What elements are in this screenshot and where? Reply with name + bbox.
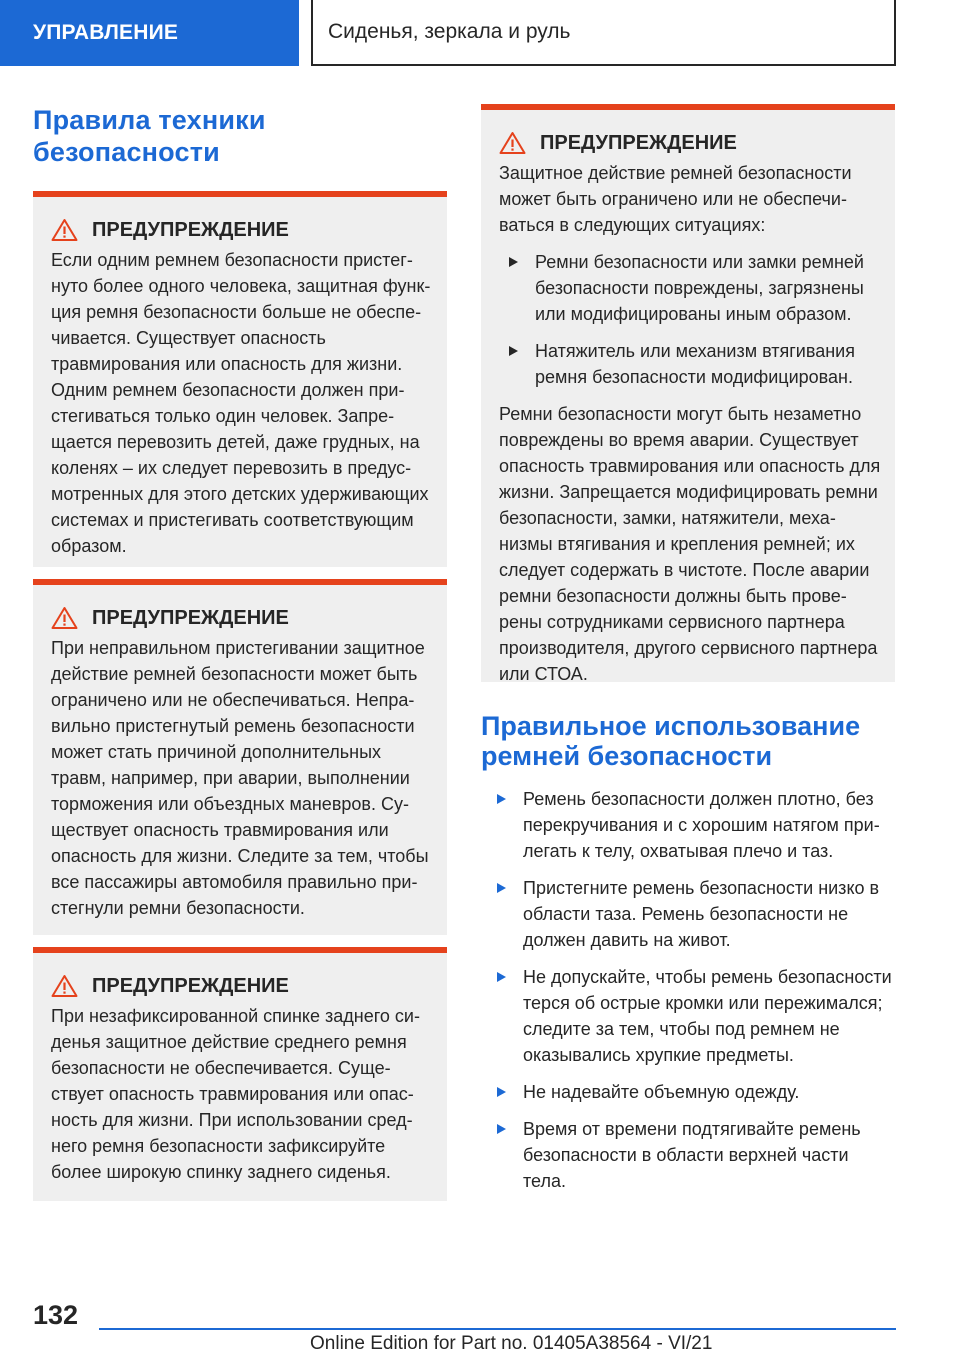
list-item-text: Натяжитель или механизм втягивания ремня безопасности модифицирован. [535, 341, 855, 387]
warning-label: ПРЕДУПРЕЖДЕНИЕ [92, 219, 289, 241]
section-title-safety: Правила техники безопасности [33, 105, 266, 167]
list-item-text: Ремень безопасности должен плотно, без перекручивания и с хорошим натягом прилегать к телу, охватывая плечо и таз. [523, 789, 880, 861]
list-item [481, 964, 895, 1068]
list-item-text: Не допускайте, чтобы ремень безопасности терся об острые кромки или пережимался; следите за тем, чтобы под ремнем не оказывались хрупкие предметы. [523, 967, 892, 1065]
warning-triangle-icon [51, 974, 78, 998]
list-item [481, 786, 895, 864]
warning-label: ПРЕДУПРЕЖДЕНИЕ [92, 607, 289, 629]
list-item [493, 338, 881, 390]
triangle-right-icon [497, 1087, 506, 1097]
list-item-text: Пристегните ремень безопасности низко в области таза. Ремень безопасности не должен давить на живот. [523, 878, 880, 950]
triangle-right-icon [509, 346, 518, 356]
warning-outro: Ремни безопасности могут быть незаметно повреждены во время аварии. Существует опасность травмирования или опасность для жизни. Запрещается модифицировать ремни безопасности, замки, натяжители, механизмы втягивания и крепления ремней; их следует содержать в чистоте. После аварии ремни безопасности должны быть проверены сотрудниками сервисного партнера производителя, другого сервисного партнера или СТОА. [499, 404, 881, 684]
warning-box-2 [33, 579, 447, 935]
warning-label: ПРЕДУПРЕЖДЕНИЕ [540, 132, 737, 154]
warning-box-3 [33, 947, 447, 1201]
left-column [33, 104, 447, 1201]
triangle-right-icon [497, 1124, 506, 1134]
warning-triangle-icon [499, 131, 526, 155]
page-number: 132 [33, 1300, 79, 1330]
warning-header [51, 217, 433, 243]
list-item-text: Ремни безопасности или замки ремней безопасности повреждены, загрязнены или модифицированы иным образом. [535, 252, 864, 324]
triangle-right-icon [497, 794, 506, 804]
usage-list [481, 786, 895, 1194]
list-item [493, 249, 881, 327]
list-item-text: Не надевайте объемную одежду. [523, 1082, 800, 1102]
triangle-right-icon [497, 972, 506, 982]
warning-text: При неправильном пристегивании защитное действие ремней безопасности может быть ограничено или не обеспечиваться. Неправильно пристегнутый ремень безопасности может стать причиной дополнительных травм, например, при аварии, выполнении торможения или объездных маневров. Существует опасность травмирования или опасность для жизни. Следите за тем, чтобы все пассажиры автомобиля правильно пристегнули ремни безопасности. [51, 638, 429, 918]
list-item [481, 875, 895, 953]
warning-label: ПРЕДУПРЕЖДЕНИЕ [92, 975, 289, 997]
warning-intro: Защитное действие ремней безопасности может быть ограничено или не обеспечиваться в следующих ситуациях: [499, 163, 852, 235]
page-header [0, 0, 960, 66]
warning-header [51, 973, 433, 999]
list-item [481, 1116, 895, 1194]
right-column [481, 104, 895, 1205]
warning-box-1 [33, 191, 447, 567]
warning-triangle-icon [51, 218, 78, 242]
warning-header [51, 605, 433, 631]
triangle-right-icon [509, 257, 518, 267]
warning-header [499, 130, 881, 156]
warning-text: Если одним ремнем безопасности пристегнуто более одного человека, защитная функция ремня безопасности больше не обеспечивается. Существует опасность травмирования или опасность для жизни. Одним ремнем безопасности должен пристегиваться только один человек. Запрещается перевозить детей, даже грудных, на коленях – их следует перевозить в предусмотренных для этого детских удерживающих системах и пристегивать соответствующим образом. [51, 250, 431, 556]
warning-list [493, 249, 881, 390]
section-tab: УПРАВЛЕНИЕ [0, 0, 299, 66]
list-item [481, 1079, 895, 1105]
warning-triangle-icon [51, 606, 78, 630]
list-item-text: Время от времени подтягивайте ремень безопасности в области верхней части тела. [523, 1119, 861, 1191]
warning-box-4 [481, 104, 895, 682]
triangle-right-icon [497, 883, 506, 893]
warning-text: При незафиксированной спинке заднего сиденья защитное действие среднего ремня безопасности не обеспечивается. Существует опасность травмирования или опасность для жизни. При использовании среднего ремня безопасности зафиксируйте более широкую спинку заднего сиденья. [51, 1006, 420, 1182]
chapter-title: Сиденья, зеркала и руль [311, 0, 896, 66]
edition-note: Online Edition for Part no. 01405A38564 - VI/21 [310, 1333, 713, 1354]
section-title-usage: Правильное использование ремней безопасности [481, 711, 861, 771]
